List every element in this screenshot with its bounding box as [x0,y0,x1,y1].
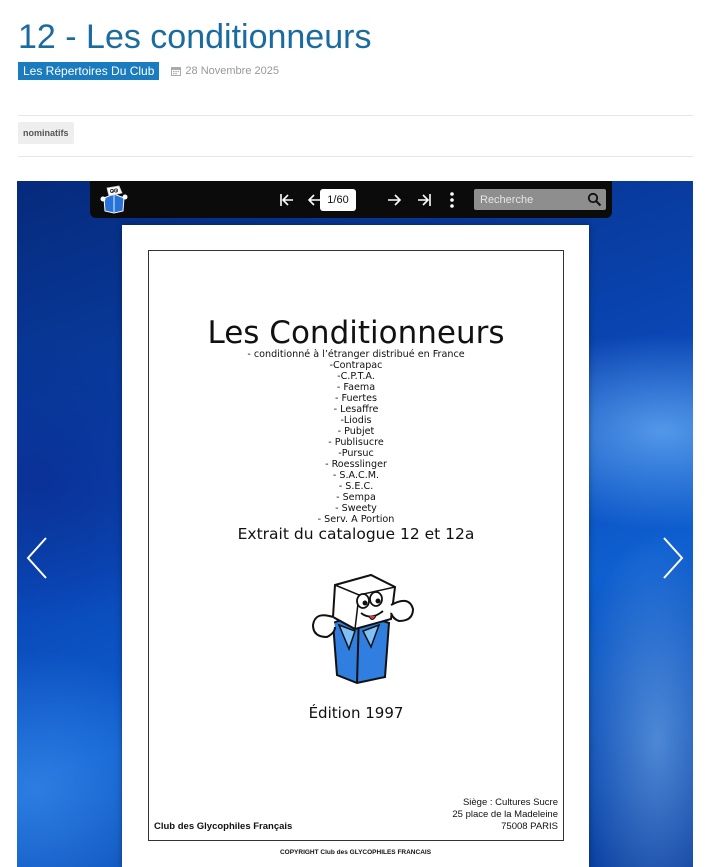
document-address [452,797,558,833]
article-meta [18,62,279,80]
list-item: - Fuertes [334,393,378,404]
chevron-left-icon[interactable] [25,536,49,580]
divider [18,156,693,157]
list-item: - Publisucre [328,437,384,448]
flipbook-viewer[interactable] [17,181,693,867]
search-icon[interactable] [587,192,602,207]
list-item: - Pubjet [337,426,375,437]
divider [18,115,693,116]
list-item: - Sweety [335,503,377,514]
document-edition: Édition 1997 [308,704,404,722]
page-indicator[interactable]: 1/60 [320,189,356,211]
logo-mascot-icon[interactable] [99,184,129,214]
document-subtitle: Extrait du catalogue 12 et 12a [237,525,475,543]
sugar-cube-mascot-icon [299,565,419,685]
address-line: Siège : Cultures Sucre [462,797,558,808]
list-item: - Faema [336,382,376,393]
list-item: - Lesaffre [333,404,379,415]
search-box [474,189,606,210]
category-badge[interactable]: Les Répertoires Du Club [18,62,159,80]
document-page [122,225,589,867]
tag-nominatifs[interactable]: nominatifs [18,122,74,144]
brand-list [149,349,563,525]
list-item: -Pursuc [338,448,374,459]
list-item: -C.P.T.A. [337,371,375,382]
document-copyright: COPYRIGHT Club des GLYCOPHILES FRANCAIS [279,849,432,856]
list-item: - conditionné à l’étranger distribué en France [247,349,465,360]
calendar-icon [171,66,181,76]
publish-date [171,65,279,77]
list-item: -Liodis [340,415,372,426]
last-page-icon[interactable] [414,190,434,210]
page-title: 12 - Les conditionneurs [18,18,372,56]
address-line: 75008 PARIS [501,821,558,832]
more-options-icon[interactable] [442,190,462,210]
list-item: - S.E.C. [338,481,374,492]
page-frame [148,250,564,841]
list-item: - Sempa [336,492,376,503]
list-item: - Roesslinger [325,459,387,470]
next-page-icon[interactable] [384,190,404,210]
chevron-right-icon[interactable] [661,536,685,580]
document-club-name: Club des Glycophiles Français [154,821,293,832]
list-item: - Serv. A Portion [317,514,395,525]
first-page-icon[interactable] [277,190,297,210]
date-text: 28 Novembre 2025 [185,65,279,77]
search-input[interactable] [474,189,582,210]
viewer-toolbar [90,181,612,218]
list-item: - S.A.C.M. [332,470,380,481]
list-item: -Contrapac [329,360,383,371]
address-line: 25 place de la Madeleine [452,809,558,820]
document-title: Les Conditionneurs [207,315,505,351]
